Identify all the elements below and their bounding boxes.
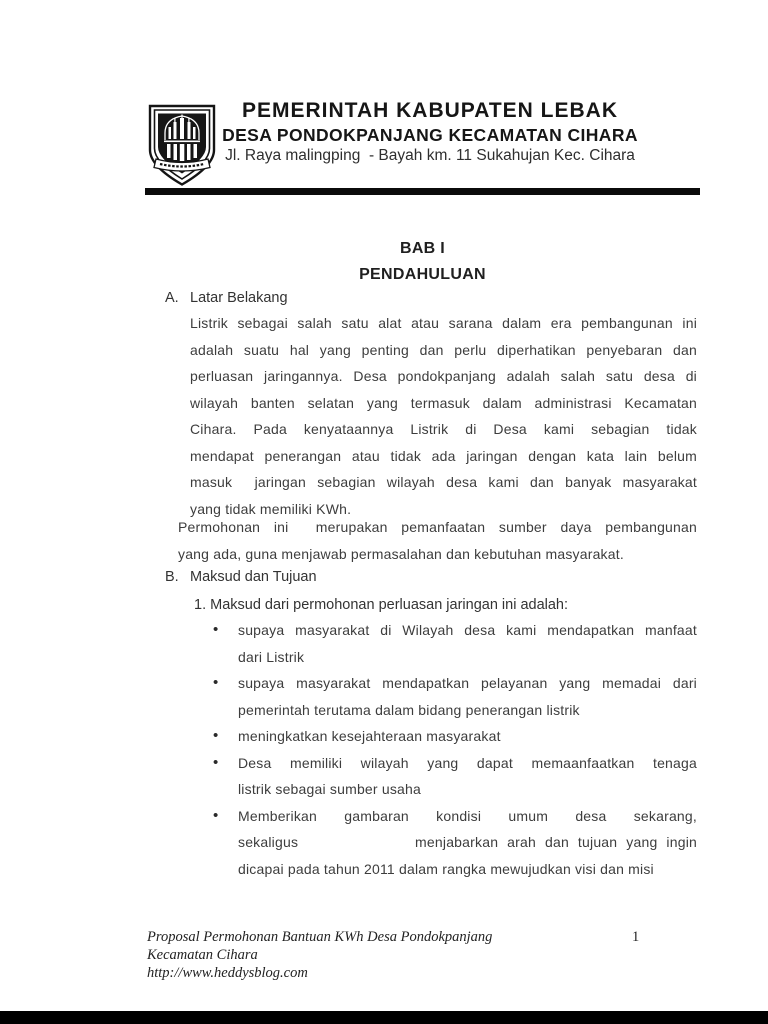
text-line: yang ada, guna menjawab permasalahan dan kebutuhan masyarakat. xyxy=(178,545,624,562)
bullet-list xyxy=(213,617,697,882)
letterhead-title: PEMERINTAH KABUPATEN LEBAK xyxy=(242,99,618,122)
section-b-heading xyxy=(165,567,317,587)
text-line: dari Listrik xyxy=(238,648,305,665)
text-line: pemerintah terutama dalam bidang penerangan listrik xyxy=(238,701,580,718)
text-line: yang tidak memiliki KWh. xyxy=(190,500,352,517)
bullet-icon: • xyxy=(213,806,219,824)
bullet-icon: • xyxy=(213,621,219,638)
text-line: listrik sebagai sumber usaha xyxy=(238,781,422,797)
chapter-heading: BAB I xyxy=(399,240,446,257)
text-line: Proposal Permohonan Bantuan KWh Desa Pondokpanjang xyxy=(147,929,493,945)
text-line: dicapai pada tahun 2011 dalam rangka mewujudkan visi dan misi xyxy=(238,860,654,877)
text-line: wilayah banten selatan yang termasuk dalam administrasi Kecamatan xyxy=(190,394,697,411)
bullet-item xyxy=(213,803,697,883)
text-line: supaya masyarakat mendapatkan pelayanan yang memadai dari xyxy=(238,675,697,691)
page-footer xyxy=(147,928,567,982)
bullet-text xyxy=(238,670,697,723)
letterhead-address: Jl. Raya malingping - Bayah km. 11 Sukahujan Kec. Cihara xyxy=(225,147,635,164)
text-line: masuk jaringan sebagian wilayah desa kami dan banyak masyarakat xyxy=(190,474,697,490)
section-a-label: A. xyxy=(165,290,179,306)
text-line: Permohonan ini merupakan pemanfaatan sumber daya pembangunan xyxy=(178,519,697,535)
text-line: http://www.heddysblog.com xyxy=(147,965,308,981)
bullet-text xyxy=(238,750,697,803)
text-line: Listrik sebagai salah satu alat atau sarana dalam era pembangunan ini xyxy=(190,315,697,331)
bullet-item xyxy=(213,723,697,750)
text-line: Cihara. Pada kenyataannya Listrik di Desa kami sebagian tidak xyxy=(190,421,697,437)
bullet-icon: • xyxy=(213,753,219,771)
bullet-icon: • xyxy=(213,674,219,691)
text-line: Kecamatan Cihara xyxy=(147,947,258,963)
bullet-text xyxy=(238,803,697,883)
chapter-title: PENDAHULUAN xyxy=(359,266,486,283)
letterhead-subtitle: DESA PONDOKPANJANG KECAMATAN CIHARA xyxy=(222,125,638,145)
text-line: Memberikan gambaran kondisi umum desa sekarang, xyxy=(238,807,697,824)
paragraph-permohonan xyxy=(178,514,697,567)
letterhead-divider xyxy=(145,188,700,195)
section-a-title: Latar Belakang xyxy=(190,290,288,306)
bullet-item xyxy=(213,670,697,723)
section-a-heading xyxy=(165,288,288,308)
section-b-title: Maksud dan Tujuan xyxy=(190,569,317,585)
text-line: meningkatkan kesejahteraan masyarakat xyxy=(238,728,501,744)
bullet-icon: • xyxy=(213,727,219,744)
text-line: adalah suatu hal yang penting dan perlu diperhatikan penyebaran dan xyxy=(190,341,697,358)
text-line: perluasan jaringannya. Desa pondokpanjang adalah salah satu desa di xyxy=(190,368,697,384)
bullet-text xyxy=(238,723,697,750)
bullet-item xyxy=(213,617,697,670)
text-line: Desa memiliki wilayah yang dapat memaanfaatkan tenaga xyxy=(238,754,697,771)
text-line: supaya masyarakat di Wilayah desa kami mendapatkan manfaat xyxy=(238,622,697,638)
numbered-item-1: 1. Maksud dari permohonan perluasan jaringan ini adalah: xyxy=(194,597,569,613)
page-number: 1 xyxy=(632,929,640,945)
bullet-text xyxy=(238,617,697,670)
bottom-edge-bar xyxy=(0,1011,768,1024)
text-line: sekaligus menjabarkan arah dan tujuan yang ingin xyxy=(238,834,697,850)
section-b-label: B. xyxy=(165,569,179,585)
text-line: mendapat penerangan atau tidak ada jaringan dengan kata lain belum xyxy=(190,447,697,464)
paragraph-latar-belakang xyxy=(190,310,697,522)
bullet-item xyxy=(213,750,697,803)
letterhead xyxy=(175,97,685,166)
